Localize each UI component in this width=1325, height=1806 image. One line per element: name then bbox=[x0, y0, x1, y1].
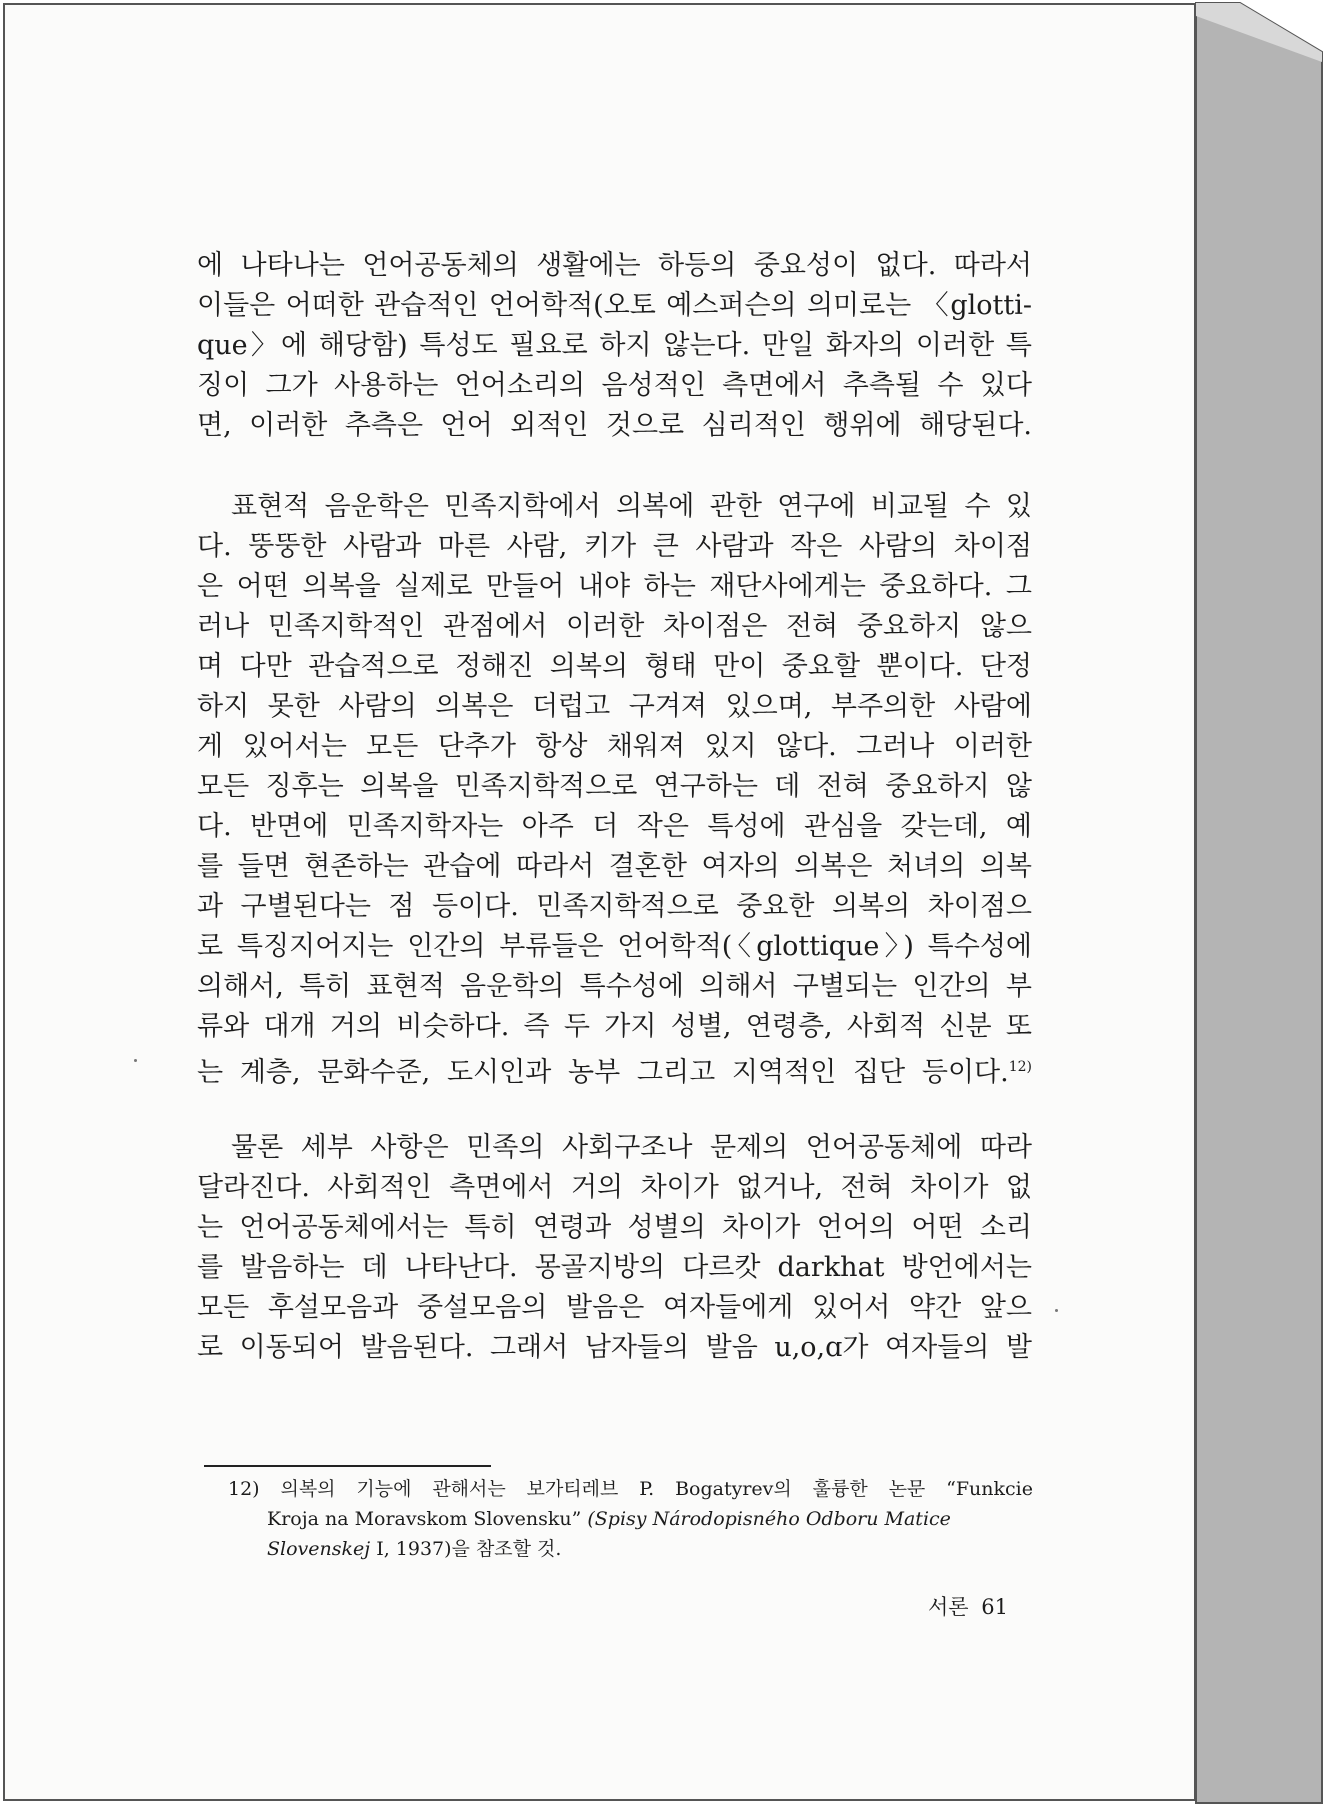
text-line: 이들은 어떠한 관습적인 언어학적(오토 예스퍼슨의 의미로는 〈glotti- bbox=[197, 290, 1032, 321]
text-line: 달라진다. 사회적인 측면에서 거의 차이가 없거나, 전혀 차이가 없 bbox=[197, 1172, 1032, 1203]
text-line: 의해서, 특히 표현적 음운학의 특수성에 의해서 구별되는 인간의 부 bbox=[197, 971, 1032, 1002]
footnote-text: Ⅰ, 1937)을 참조할 것. bbox=[370, 1538, 562, 1560]
text-line: 를 발음하는 데 나타난다. 몽골지방의 다르캇 darkhat 방언에서는 bbox=[197, 1252, 1032, 1283]
text-line: 류와 대개 거의 비슷하다. 즉 두 가지 성별, 연령층, 사회적 신분 또 bbox=[197, 1011, 1032, 1042]
text-line: 표현적 음운학은 민족지학에서 의복에 관한 연구에 비교될 수 있 bbox=[231, 491, 1032, 522]
paragraph-3 bbox=[197, 1128, 1032, 1368]
text-line: 러나 민족지학적인 관점에서 이러한 차이점은 전혀 중요하지 않으 bbox=[197, 611, 1032, 642]
text-line: 하지 못한 사람의 의복은 더럽고 구겨져 있으며, 부주의한 사람에 bbox=[197, 691, 1032, 722]
footnote-text-italic: (Spisy Národopisného Odboru Matice bbox=[587, 1508, 951, 1530]
text-line: 게 있어서는 모든 단추가 항상 채워져 있지 않다. 그러나 이러한 bbox=[197, 731, 1032, 762]
footnote-reference[interactable]: 12) bbox=[1008, 1059, 1032, 1075]
text-line: 를 들면 현존하는 관습에 따라서 결혼한 여자의 의복은 처녀의 의복 bbox=[197, 851, 1032, 882]
text-line: 과 구별된다는 점 등이다. 민족지학적으로 중요한 의복의 차이점으 bbox=[197, 891, 1032, 922]
text-line: 며 다만 관습적으로 정해진 의복의 형태 만이 중요할 뿐이다. 단정 bbox=[197, 651, 1032, 682]
footnote-text: 의복의 기능에 관해서는 보가티레브 P. Bogatyrev의 훌륭한 논문 “Funkcie bbox=[280, 1478, 1033, 1500]
footnote-divider bbox=[204, 1465, 491, 1467]
body-text bbox=[197, 246, 1032, 1368]
text-line: 은 어떤 의복을 실제로 만들어 내야 하는 재단사에게는 중요하다. 그 bbox=[197, 571, 1032, 602]
text-line: 로 이동되어 발음된다. 그래서 남자들의 발음 u,o,ɑ가 여자들의 발 bbox=[197, 1332, 1032, 1363]
text-line bbox=[197, 1047, 1032, 1087]
footnote-line bbox=[228, 1474, 1033, 1504]
text-line: 물론 세부 사항은 민족의 사회구조나 문제의 언어공동체에 따라 bbox=[231, 1132, 1032, 1163]
text-line: 징이 그가 사용하는 언어소리의 음성적인 측면에서 추측될 수 있다 bbox=[197, 370, 1032, 401]
page-number: 서론 61 bbox=[928, 1595, 1008, 1619]
footnote-number: 12) bbox=[228, 1478, 260, 1500]
text-line: 다. 반면에 민족지학자는 아주 더 작은 특성에 관심을 갖는데, 예 bbox=[197, 811, 1032, 842]
text-line: 다. 뚱뚱한 사람과 마른 사람, 키가 큰 사람과 작은 사람의 차이점 bbox=[197, 531, 1032, 562]
footnote-text-italic: Slovenskej bbox=[267, 1538, 371, 1560]
text-line: que〉에 해당함) 특성도 필요로 하지 않는다. 만일 화자의 이러한 특 bbox=[197, 330, 1032, 361]
footnote-text: Kroja na Moravskom Slovensku” bbox=[267, 1508, 588, 1530]
paragraph-2 bbox=[197, 487, 1032, 1087]
text-line: 모든 후설모음과 중설모음의 발음은 여자들에게 있어서 약간 앞으 bbox=[197, 1292, 1032, 1323]
footnote-line bbox=[228, 1534, 1033, 1564]
text-line: 로 특징지어지는 인간의 부류들은 언어학적(〈glottique〉) 특수성에 bbox=[197, 931, 1032, 962]
line-text: 는 계층, 문화수준, 도시인과 농부 그리고 지역적인 집단 등이다. bbox=[197, 1057, 1009, 1088]
paragraph-1 bbox=[197, 246, 1032, 446]
text-line: 에 나타나는 언어공동체의 생활에는 하등의 중요성이 없다. 따라서 bbox=[197, 250, 1032, 281]
text-line: 면, 이러한 추측은 언어 외적인 것으로 심리적인 행위에 해당된다. bbox=[197, 410, 1032, 441]
text-line: 는 언어공동체에서는 특히 연령과 성별의 차이가 언어의 어떤 소리 bbox=[197, 1212, 1032, 1243]
scan-speck bbox=[134, 1059, 137, 1062]
text-line: 모든 징후는 의복을 민족지학적으로 연구하는 데 전혀 중요하지 않 bbox=[197, 771, 1032, 802]
footnote-line bbox=[228, 1504, 1033, 1534]
scan-speck bbox=[1055, 1309, 1058, 1312]
footnote bbox=[228, 1474, 1033, 1564]
